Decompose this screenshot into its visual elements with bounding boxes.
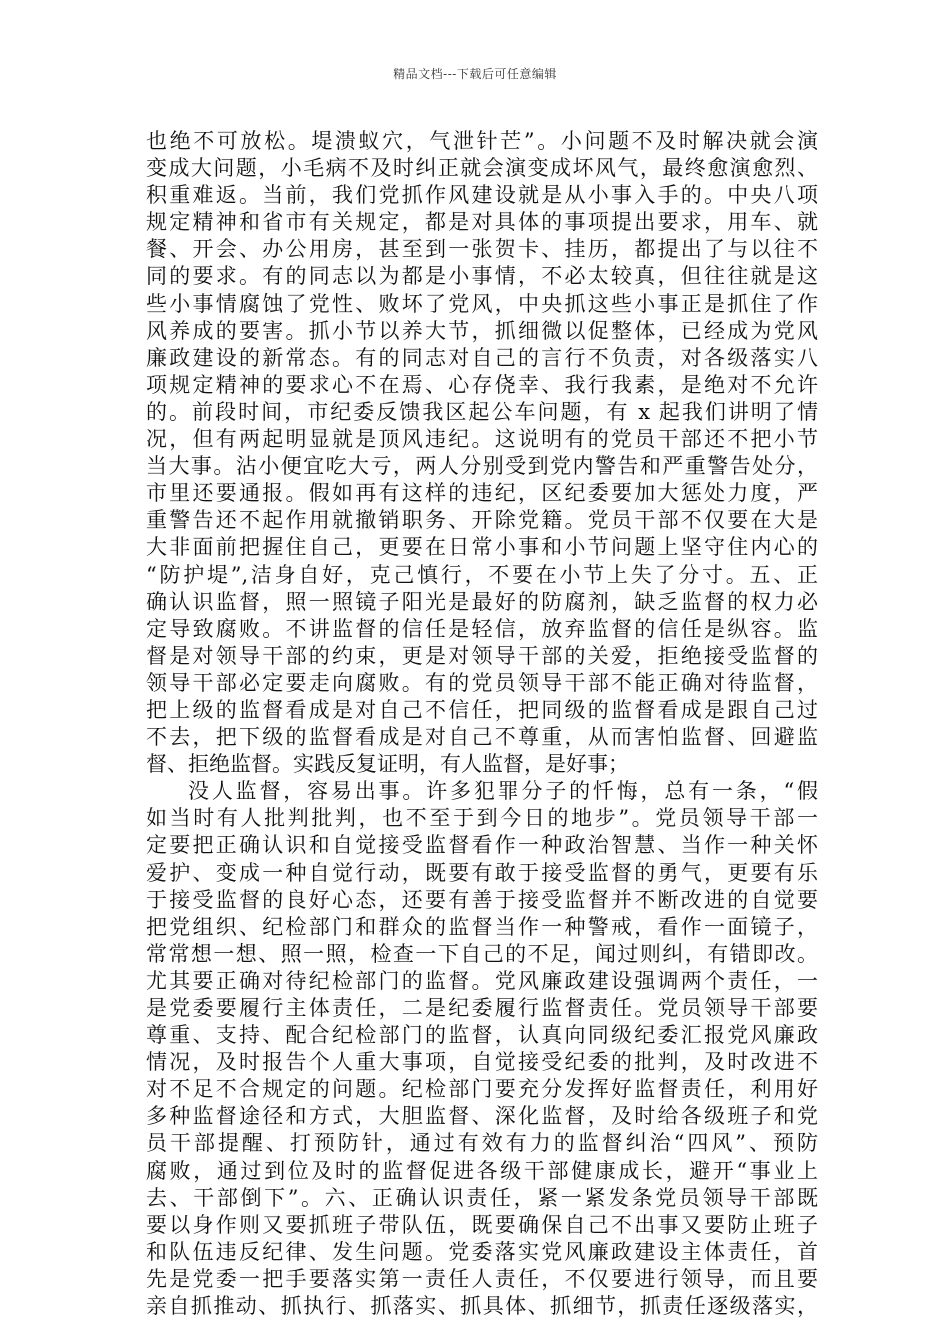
text-line: 领导干部必定要走向腐败。有的党员领导干部不能正确对待监督， xyxy=(146,670,818,695)
text-line: 要以身作则又要抓班子带队伍，既要确保自己不出事又要防止班子 xyxy=(146,1212,818,1237)
text-line: 爱护、变成一种自觉行动，既要有敢于接受监督的勇气，更要有乐 xyxy=(146,860,818,885)
text-line: 于接受监督的良好心态，还要有善于接受监督并不断改进的自觉要 xyxy=(146,887,818,912)
text-line: 重警告还不起作用就撤销职务、开除党籍。党员干部不仅要在大是 xyxy=(146,508,818,533)
text-line: 先是党委一把手要落实第一责任人责任，不仅要进行领导，而且要 xyxy=(146,1266,818,1291)
text-line: 不去，把下级的监督看成是对自己不尊重，从而害怕监督、回避监 xyxy=(146,725,818,750)
text-line: 市里还要通报。假如再有这样的违纪，区纪委要加大惩处力度，严 xyxy=(146,481,818,506)
text-line: 督是对领导干部的约束，更是对领导干部的关爱，拒绝接受监督的 xyxy=(146,643,818,668)
text-line: 风养成的要害。抓小节以养大节，抓细微以促整体，已经成为党风 xyxy=(146,318,818,343)
text-line: 尤其要正确对待纪检部门的监督。党风廉政建设强调两个责任，一 xyxy=(146,968,818,993)
text-line: 餐、开会、办公用房，甚至到一张贺卡、挂历，都提出了与以往不 xyxy=(146,237,818,262)
text-line: 多种监督途径和方式，大胆监督、深化监督，及时给各级班子和党 xyxy=(146,1104,818,1129)
text-line: 变成大问题，小毛病不及时纠正就会演变成坏风气，最终愈演愈烈、 xyxy=(146,156,818,181)
document-body xyxy=(146,128,818,1320)
text-line: 把党组织、纪检部门和群众的监督当作一种警戒，看作一面镜子， xyxy=(146,914,818,939)
text-line: 如当时有人批判批判，也不至于到今日的地步”。党员领导干部一 xyxy=(146,806,818,831)
page-header: 精品文档---下载后可任意编辑 xyxy=(393,67,557,81)
text-line: 腐败，通过到位及时的监督促进各级干部健康成长，避开“事业上 xyxy=(146,1158,818,1183)
text-line: 廉政建设的新常态。有的同志对自己的言行不负责，对各级落实八 xyxy=(146,345,818,370)
text-line: 当大事。沾小便宜吃大亏，两人分别受到党内警告和严重警告处分， xyxy=(146,454,818,479)
text-line: 没人监督，容易出事。许多犯罪分子的忏悔，总有一条，“假 xyxy=(188,779,818,804)
text-line: 是党委要履行主体责任，二是纪委履行监督责任。党员领导干部要 xyxy=(146,996,818,1020)
text-line: 的。前段时间，市纪委反馈我区起公车问题，有 x 起我们讲明了情 xyxy=(146,399,818,424)
text-line: 和队伍违反纪律、发生问题。党委落实党风廉政建设主体责任，首 xyxy=(146,1239,818,1264)
text-line: 把上级的监督看成是对自己不信任，把同级的监督看成是跟自己过 xyxy=(146,697,818,722)
text-line: 些小事情腐蚀了党性、败坏了党风，中央抓这些小事正是抓住了作 xyxy=(146,291,818,316)
text-line: 积重难返。当前，我们党抓作风建设就是从小事入手的。中央八项 xyxy=(146,183,818,208)
text-line: 亲自抓推动、抓执行、抓落实、抓具体、抓细节，抓责任逐级落实， xyxy=(146,1294,818,1319)
text-line: 定导致腐败。不讲监督的信任是轻信，放弃监督的信任是纵容。监 xyxy=(146,616,818,641)
text-line: 常常想一想、照一照，检查一下自己的不足，闻过则纠，有错即改。 xyxy=(146,941,818,966)
text-line: 项规定精神的要求心不在焉、心存侥幸、我行我素，是绝对不允许 xyxy=(146,372,818,397)
text-line: “防护堤”,洁身自好，克己慎行，不要在小节上失了分寸。五、正 xyxy=(146,562,818,587)
text-line: 况，但有两起明显就是顶风违纪。这说明有的党员干部还不把小节 xyxy=(146,427,818,452)
text-line: 情况，及时报告个人重大事项，自觉接受纪委的批判，及时改进不 xyxy=(146,1050,818,1075)
text-line: 大非面前把握住自己，更要在日常小事和小节问题上坚守住内心的 xyxy=(146,535,818,560)
text-line: 也绝不可放松。堤溃蚁穴，气泄针芒”。小问题不及时解决就会演 xyxy=(146,129,818,153)
text-line: 尊重、支持、配合纪检部门的监督，认真向同级纪委汇报党风廉政 xyxy=(146,1023,818,1048)
text-line: 去、干部倒下”。六、正确认识责任，紧一紧发条党员领导干部既 xyxy=(146,1185,818,1210)
text-line: 督、拒绝监督。实践反复证明，有人监督，是好事； xyxy=(146,752,629,777)
text-line: 定要把正确认识和自觉接受监督看作一种政治智慧、当作一种关怀 xyxy=(146,833,818,858)
text-line: 确认识监督，照一照镜子阳光是最好的防腐剂，缺乏监督的权力必 xyxy=(146,589,818,614)
text-line: 同的要求。有的同志以为都是小事情，不必太较真，但往往就是这 xyxy=(146,264,818,289)
text-line: 员干部提醒、打预防针，通过有效有力的监督纠治“四风”、预防 xyxy=(146,1131,818,1156)
text-line: 规定精神和省市有关规定，都是对具体的事项提出要求，用车、就 xyxy=(146,210,818,235)
text-line: 对不足不合规定的问题。纪检部门要充分发挥好监督责任，利用好 xyxy=(146,1077,818,1102)
